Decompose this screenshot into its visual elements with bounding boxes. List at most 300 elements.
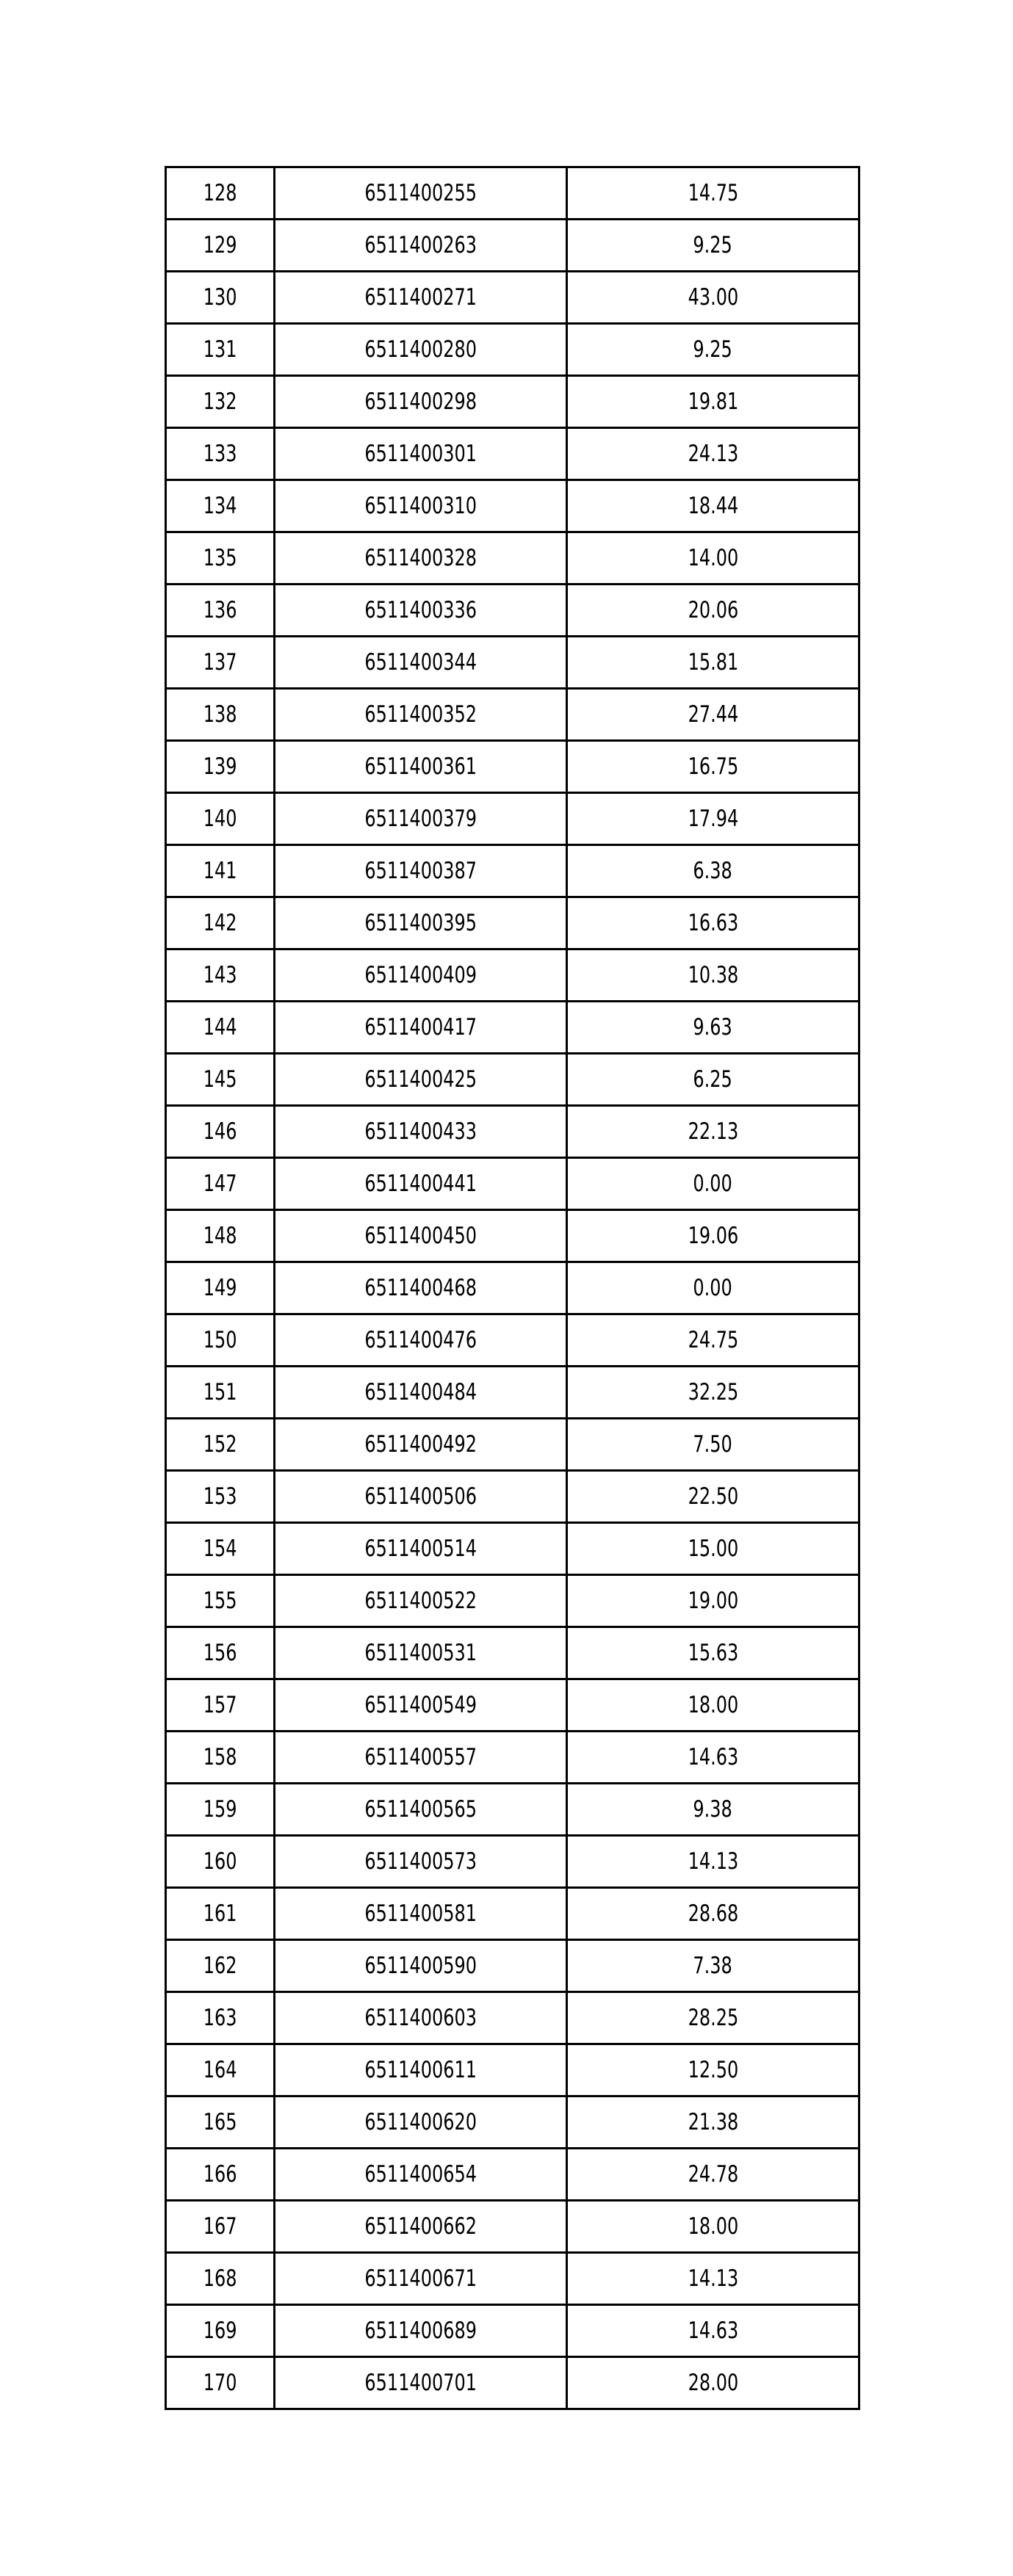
student-id-cell-text: 6511400301 <box>364 440 477 467</box>
score-cell-text: 15.00 <box>688 1535 738 1562</box>
table-row <box>166 2305 859 2357</box>
student-id-cell <box>275 376 567 428</box>
row-number-cell <box>166 897 275 949</box>
row-number-cell-text: 143 <box>203 961 237 988</box>
score-cell-text: 18.00 <box>688 2213 738 2240</box>
row-number-cell-text: 132 <box>203 388 237 415</box>
score-cell <box>567 1262 859 1314</box>
row-number-cell-text: 162 <box>203 1952 237 1979</box>
row-number-cell-text: 138 <box>203 701 237 728</box>
table-row <box>166 1002 859 1054</box>
row-number-cell <box>166 2044 275 2096</box>
score-cell-text: 14.63 <box>688 2317 738 2344</box>
score-cell <box>567 1732 859 1784</box>
row-number-cell <box>166 1210 275 1262</box>
row-number-cell <box>166 1575 275 1627</box>
row-number-cell-text: 153 <box>203 1483 237 1510</box>
row-number-cell-text: 149 <box>203 1274 237 1301</box>
table-row <box>166 1732 859 1784</box>
row-number-cell-text: 165 <box>203 2108 237 2135</box>
score-cell-text: 14.00 <box>688 544 738 571</box>
score-cell <box>567 1002 859 1054</box>
student-id-cell-text: 6511400328 <box>364 544 477 571</box>
student-id-cell <box>275 2044 567 2096</box>
row-number-cell-text: 159 <box>203 1795 237 1823</box>
row-number-cell <box>166 1314 275 1367</box>
table-row <box>166 793 859 845</box>
student-id-cell <box>275 637 567 689</box>
score-cell-text: 15.63 <box>688 1639 738 1666</box>
student-id-cell <box>275 897 567 949</box>
score-cell <box>567 1575 859 1627</box>
score-cell-text: 28.00 <box>688 2369 738 2396</box>
score-cell-text: 7.50 <box>693 1430 733 1458</box>
student-id-cell-text: 6511400522 <box>364 1587 477 1614</box>
student-id-cell-text: 6511400379 <box>364 805 477 832</box>
score-cell-text: 15.81 <box>688 648 738 676</box>
score-cell-text: 19.81 <box>688 388 738 415</box>
student-id-cell <box>275 689 567 741</box>
score-cell-text: 9.38 <box>693 1795 733 1823</box>
table-row <box>166 2201 859 2253</box>
row-number-cell <box>166 1367 275 1419</box>
table-row <box>166 1888 859 1940</box>
student-id-cell-text: 6511400662 <box>364 2213 477 2240</box>
score-cell-text: 6.38 <box>693 857 733 884</box>
score-cell <box>567 2357 859 2409</box>
score-cell <box>567 637 859 689</box>
score-cell <box>567 1784 859 1836</box>
table-row <box>166 1627 859 1679</box>
table-row <box>166 532 859 585</box>
student-id-cell <box>275 324 567 376</box>
student-id-cell-text: 6511400531 <box>364 1639 477 1666</box>
student-id-cell <box>275 1523 567 1575</box>
row-number-cell <box>166 428 275 480</box>
student-id-cell <box>275 2357 567 2409</box>
row-number-cell-text: 136 <box>203 596 237 623</box>
table-row <box>166 2044 859 2096</box>
score-cell <box>567 272 859 324</box>
score-cell-text: 21.38 <box>688 2108 738 2135</box>
score-cell-text: 10.38 <box>688 961 738 988</box>
table-row <box>166 1992 859 2044</box>
student-id-cell <box>275 1732 567 1784</box>
score-cell <box>567 793 859 845</box>
row-number-cell-text: 157 <box>203 1691 237 1718</box>
row-number-cell-text: 147 <box>203 1170 237 1197</box>
table-row <box>166 1106 859 1158</box>
score-cell-text: 9.63 <box>693 1013 733 1041</box>
student-id-cell-text: 6511400450 <box>364 1222 477 1249</box>
table-row <box>166 428 859 480</box>
score-cell-text: 24.13 <box>688 440 738 467</box>
score-cell-text: 16.75 <box>688 753 738 780</box>
student-id-cell <box>275 949 567 1002</box>
score-cell <box>567 1419 859 1471</box>
score-cell <box>567 1888 859 1940</box>
student-id-cell <box>275 793 567 845</box>
score-cell <box>567 1523 859 1575</box>
student-id-cell-text: 6511400387 <box>364 857 477 884</box>
student-id-cell <box>275 1836 567 1888</box>
row-number-cell <box>166 2357 275 2409</box>
row-number-cell <box>166 1262 275 1314</box>
row-number-cell <box>166 1627 275 1679</box>
student-id-cell-text: 6511400557 <box>364 1743 477 1770</box>
table-row <box>166 1523 859 1575</box>
row-number-cell <box>166 1106 275 1158</box>
score-cell <box>567 689 859 741</box>
table-row <box>166 1784 859 1836</box>
student-id-cell-text: 6511400255 <box>364 179 477 206</box>
row-number-cell-text: 133 <box>203 440 237 467</box>
score-table-body <box>166 167 859 2409</box>
score-cell <box>567 741 859 793</box>
score-cell <box>567 1679 859 1732</box>
student-id-cell-text: 6511400441 <box>364 1170 477 1197</box>
row-number-cell <box>166 2253 275 2305</box>
score-cell <box>567 480 859 532</box>
score-table <box>165 166 860 2410</box>
row-number-cell <box>166 1471 275 1523</box>
row-number-cell-text: 156 <box>203 1639 237 1666</box>
score-cell-text: 12.50 <box>688 2056 738 2083</box>
student-id-cell-text: 6511400468 <box>364 1274 477 1301</box>
score-cell <box>567 324 859 376</box>
table-row <box>166 845 859 897</box>
score-cell <box>567 1054 859 1106</box>
row-number-cell <box>166 793 275 845</box>
table-row <box>166 480 859 532</box>
student-id-cell-text: 6511400671 <box>364 2265 477 2292</box>
score-cell-text: 7.38 <box>693 1952 733 1979</box>
score-cell-text: 16.63 <box>688 909 738 936</box>
table-row <box>166 2357 859 2409</box>
score-cell <box>567 1367 859 1419</box>
score-cell-text: 18.44 <box>688 492 738 519</box>
score-cell <box>567 167 859 220</box>
score-cell <box>567 585 859 637</box>
student-id-cell-text: 6511400549 <box>364 1691 477 1718</box>
row-number-cell-text: 166 <box>203 2160 237 2188</box>
row-number-cell <box>166 1158 275 1210</box>
student-id-cell-text: 6511400271 <box>364 283 477 311</box>
table-row <box>166 272 859 324</box>
score-cell <box>567 1210 859 1262</box>
student-id-cell <box>275 585 567 637</box>
student-id-cell <box>275 2253 567 2305</box>
table-row <box>166 1940 859 1992</box>
student-id-cell <box>275 1627 567 1679</box>
row-number-cell <box>166 1054 275 1106</box>
score-cell <box>567 376 859 428</box>
row-number-cell-text: 161 <box>203 1900 237 1927</box>
row-number-cell-text: 167 <box>203 2213 237 2240</box>
score-cell <box>567 1836 859 1888</box>
student-id-cell <box>275 220 567 272</box>
student-id-cell <box>275 1471 567 1523</box>
student-id-cell-text: 6511400425 <box>364 1066 477 1093</box>
student-id-cell-text: 6511400565 <box>364 1795 477 1823</box>
score-cell-text: 27.44 <box>688 701 738 728</box>
student-id-cell <box>275 428 567 480</box>
student-id-cell <box>275 2305 567 2357</box>
table-row <box>166 897 859 949</box>
score-cell <box>567 1940 859 1992</box>
student-id-cell-text: 6511400310 <box>364 492 477 519</box>
table-row <box>166 1054 859 1106</box>
row-number-cell <box>166 1940 275 1992</box>
student-id-cell <box>275 1367 567 1419</box>
score-cell <box>567 1627 859 1679</box>
row-number-cell <box>166 1836 275 1888</box>
score-cell <box>567 2253 859 2305</box>
student-id-cell <box>275 1106 567 1158</box>
row-number-cell <box>166 1419 275 1471</box>
student-id-cell-text: 6511400263 <box>364 231 477 258</box>
student-id-cell <box>275 532 567 585</box>
row-number-cell <box>166 1523 275 1575</box>
score-cell <box>567 845 859 897</box>
student-id-cell <box>275 1002 567 1054</box>
table-row <box>166 2096 859 2149</box>
student-id-cell-text: 6511400352 <box>364 701 477 728</box>
row-number-cell-text: 135 <box>203 544 237 571</box>
student-id-cell <box>275 1419 567 1471</box>
row-number-cell <box>166 689 275 741</box>
student-id-cell-text: 6511400433 <box>364 1118 477 1145</box>
row-number-cell <box>166 949 275 1002</box>
table-row <box>166 637 859 689</box>
table-row <box>166 1575 859 1627</box>
score-cell-text: 22.50 <box>688 1483 738 1510</box>
student-id-cell-text: 6511400603 <box>364 2004 477 2031</box>
score-cell <box>567 1158 859 1210</box>
table-row <box>166 1158 859 1210</box>
row-number-cell <box>166 1002 275 1054</box>
student-id-cell-text: 6511400409 <box>364 961 477 988</box>
row-number-cell <box>166 585 275 637</box>
row-number-cell <box>166 2149 275 2201</box>
row-number-cell-text: 142 <box>203 909 237 936</box>
student-id-cell-text: 6511400344 <box>364 648 477 676</box>
student-id-cell-text: 6511400484 <box>364 1378 477 1405</box>
row-number-cell <box>166 532 275 585</box>
row-number-cell-text: 129 <box>203 231 237 258</box>
row-number-cell-text: 160 <box>203 1848 237 1875</box>
student-id-cell-text: 6511400280 <box>364 336 477 363</box>
table-row <box>166 167 859 220</box>
row-number-cell <box>166 272 275 324</box>
table-row <box>166 1471 859 1523</box>
row-number-cell <box>166 741 275 793</box>
score-cell-text: 43.00 <box>688 283 738 311</box>
row-number-cell-text: 168 <box>203 2265 237 2292</box>
student-id-cell-text: 6511400581 <box>364 1900 477 1927</box>
score-cell-text: 28.68 <box>688 1900 738 1927</box>
student-id-cell-text: 6511400361 <box>364 753 477 780</box>
score-cell <box>567 897 859 949</box>
score-cell-text: 0.00 <box>693 1170 733 1197</box>
table-row <box>166 1836 859 1888</box>
row-number-cell-text: 158 <box>203 1743 237 1770</box>
student-id-cell <box>275 167 567 220</box>
row-number-cell-text: 141 <box>203 857 237 884</box>
student-id-cell-text: 6511400654 <box>364 2160 477 2188</box>
student-id-cell <box>275 741 567 793</box>
table-row <box>166 220 859 272</box>
row-number-cell <box>166 2096 275 2149</box>
row-number-cell-text: 155 <box>203 1587 237 1614</box>
row-number-cell-text: 131 <box>203 336 237 363</box>
row-number-cell-text: 163 <box>203 2004 237 2031</box>
student-id-cell <box>275 1054 567 1106</box>
row-number-cell-text: 146 <box>203 1118 237 1145</box>
student-id-cell-text: 6511400573 <box>364 1848 477 1875</box>
row-number-cell-text: 169 <box>203 2317 237 2344</box>
score-cell <box>567 1471 859 1523</box>
student-id-cell <box>275 1210 567 1262</box>
score-cell <box>567 428 859 480</box>
table-row <box>166 1367 859 1419</box>
row-number-cell-text: 145 <box>203 1066 237 1093</box>
score-cell <box>567 532 859 585</box>
score-cell-text: 19.06 <box>688 1222 738 1249</box>
score-cell-text: 24.78 <box>688 2160 738 2188</box>
student-id-cell <box>275 1314 567 1367</box>
score-cell-text: 18.00 <box>688 1691 738 1718</box>
student-id-cell <box>275 1158 567 1210</box>
student-id-cell <box>275 2096 567 2149</box>
score-cell-text: 20.06 <box>688 596 738 623</box>
score-cell-text: 9.25 <box>693 231 733 258</box>
student-id-cell-text: 6511400336 <box>364 596 477 623</box>
row-number-cell-text: 150 <box>203 1326 237 1353</box>
row-number-cell <box>166 1679 275 1732</box>
row-number-cell-text: 128 <box>203 179 237 206</box>
student-id-cell <box>275 1992 567 2044</box>
table-row <box>166 585 859 637</box>
student-id-cell <box>275 272 567 324</box>
score-cell-text: 14.63 <box>688 1743 738 1770</box>
table-row <box>166 741 859 793</box>
row-number-cell-text: 144 <box>203 1013 237 1041</box>
table-row <box>166 1679 859 1732</box>
table-row <box>166 689 859 741</box>
student-id-cell-text: 6511400620 <box>364 2108 477 2135</box>
row-number-cell-text: 164 <box>203 2056 237 2083</box>
score-cell <box>567 2096 859 2149</box>
student-id-cell <box>275 2201 567 2253</box>
row-number-cell <box>166 2201 275 2253</box>
row-number-cell-text: 140 <box>203 805 237 832</box>
student-id-cell-text: 6511400417 <box>364 1013 477 1041</box>
score-cell-text: 9.25 <box>693 336 733 363</box>
student-id-cell <box>275 1679 567 1732</box>
score-cell <box>567 2201 859 2253</box>
score-cell-text: 24.75 <box>688 1326 738 1353</box>
score-cell-text: 28.25 <box>688 2004 738 2031</box>
score-cell-text: 14.13 <box>688 2265 738 2292</box>
student-id-cell <box>275 1784 567 1836</box>
student-id-cell <box>275 1888 567 1940</box>
row-number-cell-text: 151 <box>203 1378 237 1405</box>
student-id-cell-text: 6511400506 <box>364 1483 477 1510</box>
student-id-cell-text: 6511400395 <box>364 909 477 936</box>
row-number-cell <box>166 220 275 272</box>
student-id-cell-text: 6511400514 <box>364 1535 477 1562</box>
row-number-cell-text: 170 <box>203 2369 237 2396</box>
row-number-cell-text: 130 <box>203 283 237 311</box>
row-number-cell <box>166 324 275 376</box>
table-row <box>166 1210 859 1262</box>
table-row <box>166 1262 859 1314</box>
student-id-cell-text: 6511400689 <box>364 2317 477 2344</box>
row-number-cell <box>166 1732 275 1784</box>
score-cell-text: 14.75 <box>688 179 738 206</box>
table-row <box>166 376 859 428</box>
score-cell-text: 6.25 <box>693 1066 733 1093</box>
student-id-cell-text: 6511400298 <box>364 388 477 415</box>
row-number-cell-text: 134 <box>203 492 237 519</box>
score-cell-text: 17.94 <box>688 805 738 832</box>
student-id-cell <box>275 1575 567 1627</box>
row-number-cell-text: 139 <box>203 753 237 780</box>
row-number-cell <box>166 637 275 689</box>
score-cell <box>567 2305 859 2357</box>
table-row <box>166 1314 859 1367</box>
student-id-cell-text: 6511400492 <box>364 1430 477 1458</box>
row-number-cell <box>166 845 275 897</box>
score-cell-text: 19.00 <box>688 1587 738 1614</box>
score-cell-text: 32.25 <box>688 1378 738 1405</box>
score-cell <box>567 1992 859 2044</box>
score-cell <box>567 1106 859 1158</box>
row-number-cell-text: 152 <box>203 1430 237 1458</box>
row-number-cell <box>166 2305 275 2357</box>
student-id-cell-text: 6511400701 <box>364 2369 477 2396</box>
score-cell <box>567 220 859 272</box>
student-id-cell <box>275 1940 567 1992</box>
row-number-cell-text: 148 <box>203 1222 237 1249</box>
student-id-cell-text: 6511400476 <box>364 1326 477 1353</box>
score-cell <box>567 2149 859 2201</box>
score-cell-text: 0.00 <box>693 1274 733 1301</box>
table-row <box>166 2149 859 2201</box>
row-number-cell <box>166 1992 275 2044</box>
table-row <box>166 949 859 1002</box>
student-id-cell <box>275 845 567 897</box>
student-id-cell-text: 6511400611 <box>364 2056 477 2083</box>
student-id-cell-text: 6511400590 <box>364 1952 477 1979</box>
row-number-cell <box>166 480 275 532</box>
row-number-cell-text: 154 <box>203 1535 237 1562</box>
table-row <box>166 324 859 376</box>
row-number-cell <box>166 376 275 428</box>
score-cell <box>567 1314 859 1367</box>
score-cell <box>567 2044 859 2096</box>
row-number-cell <box>166 167 275 220</box>
score-cell <box>567 949 859 1002</box>
student-id-cell <box>275 1262 567 1314</box>
row-number-cell <box>166 1784 275 1836</box>
student-id-cell <box>275 480 567 532</box>
row-number-cell <box>166 1888 275 1940</box>
score-cell-text: 22.13 <box>688 1118 738 1145</box>
student-id-cell <box>275 2149 567 2201</box>
table-row <box>166 2253 859 2305</box>
